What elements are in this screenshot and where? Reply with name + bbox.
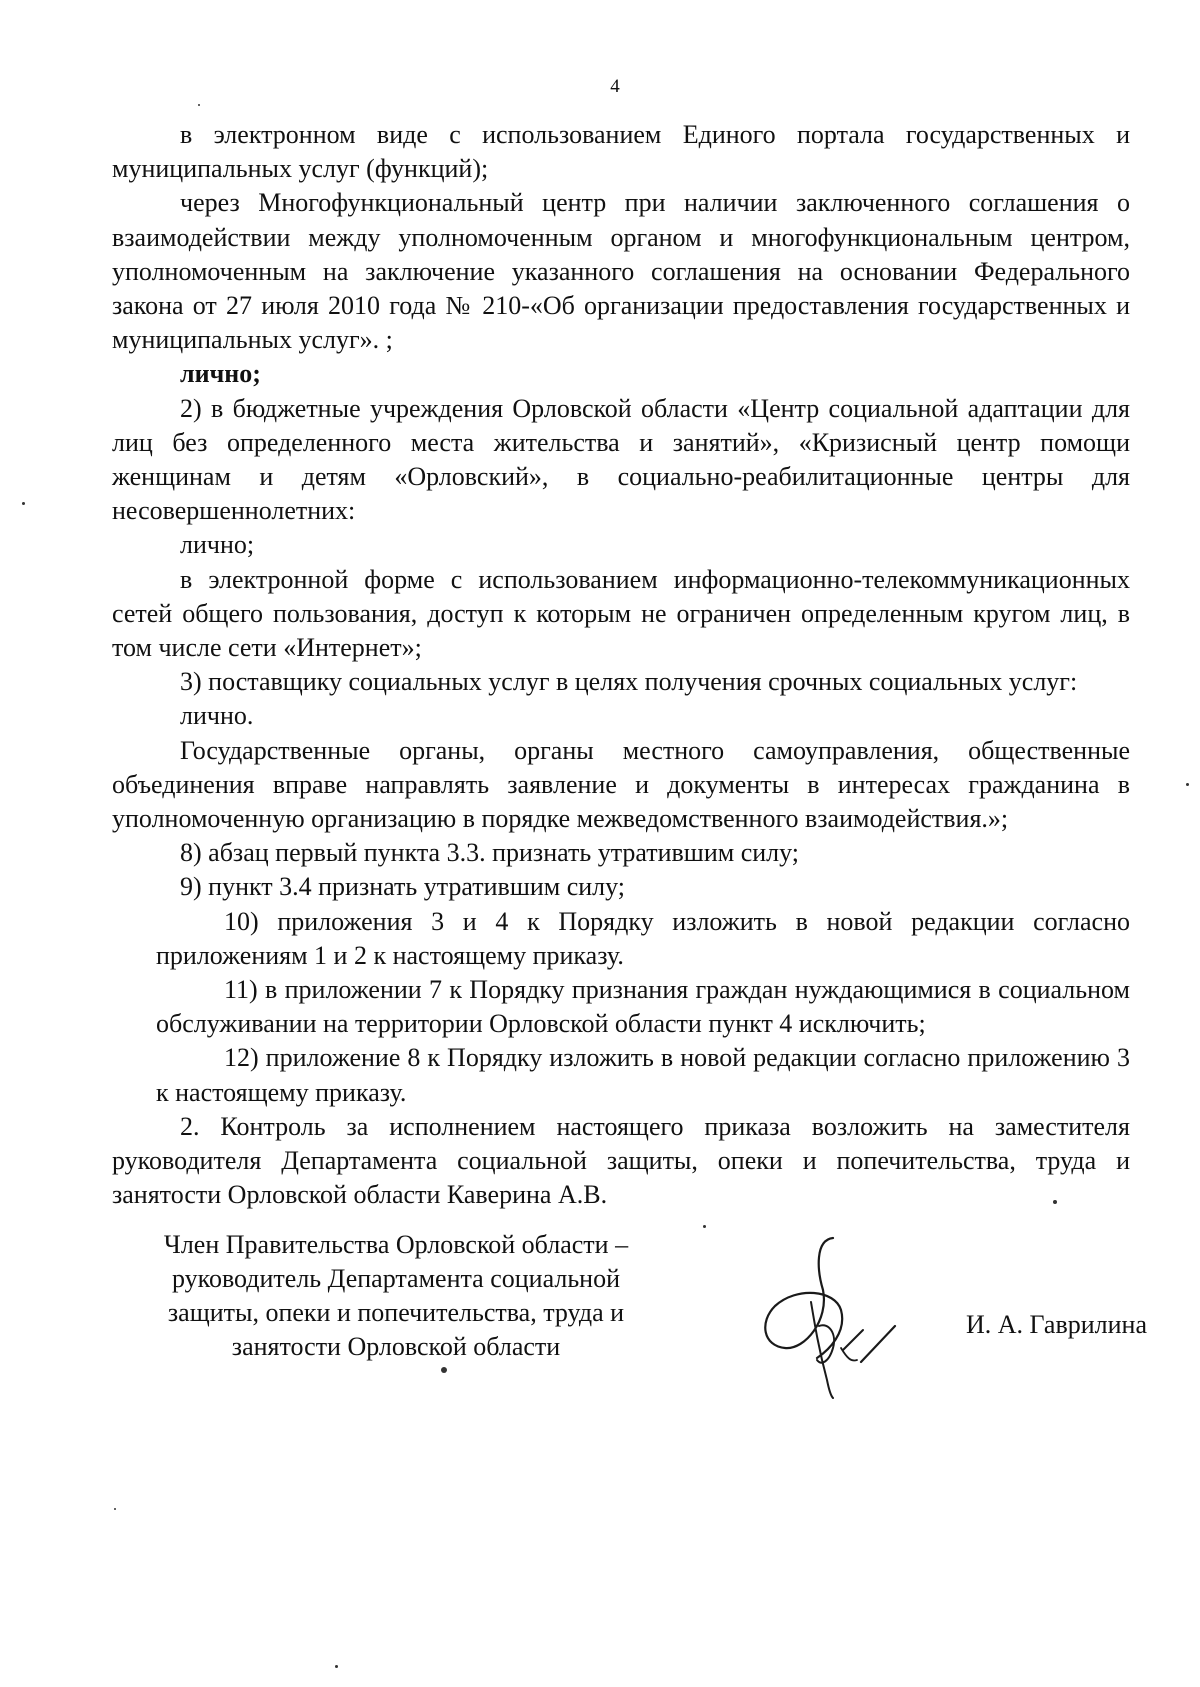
- signer-position: [146, 1228, 646, 1364]
- scan-speck: [703, 1225, 706, 1228]
- paragraph-control: 2. Контроль за исполнением настоящего приказа возложить на заместителя руководителя Департамента социальной защиты, опеки и попечительства, труда и занятости Орловской области Каверина А.В.: [112, 1111, 1130, 1210]
- document-body: [112, 118, 1130, 1213]
- page-number: 4: [610, 76, 620, 97]
- scan-speck: [22, 502, 25, 505]
- paragraph-in-person-3: лично.: [180, 701, 254, 731]
- paragraph-in-person-2: лично;: [180, 530, 255, 560]
- signer-position-line: занятости Орловской области: [231, 1332, 561, 1361]
- signer-position-line: Член Правительства Орловской области –: [163, 1230, 629, 1259]
- signer-position-line: защиты, опеки и попечительства, труда и: [167, 1298, 625, 1327]
- paragraph-item-11: 11) в приложении 7 к Порядку признания граждан нуждающимися в социальном обслуживании на территории Орловской области пункт 4 исключить;: [156, 975, 1130, 1039]
- paragraph-state-bodies: Государственные органы, органы местного самоуправления, общественные объединения вправе направлять заявление и документы в интересах гражданина в уполномоченную организацию в порядке межведомственного взаимодействия.»;: [112, 735, 1130, 834]
- scan-speck: [1053, 1200, 1057, 1204]
- signer-position-line: руководитель Департамента социальной: [171, 1264, 621, 1293]
- paragraph-electronic-form: в электронной форме с использованием информационно-телекоммуникационных сетей общего пользования, доступ к которым не ограничен определенным кругом лиц, в том числе сети «Интернет»;: [112, 564, 1130, 663]
- paragraph-item-2: 2) в бюджетные учреждения Орловской области «Центр социальной адаптации для лиц без определенного места жительства и занятий», «Кризисный центр помощи женщинам и детям «Орловский», в социально-реабилитационные центры для несовершеннолетних:: [112, 393, 1130, 526]
- signer-name: И. А. Гаврилина: [966, 1310, 1148, 1339]
- scan-speck: [114, 1508, 116, 1510]
- paragraph-item-9: 9) пункт 3.4 признать утратившим силу;: [180, 872, 626, 902]
- paragraph-electronic-portal: в электронном виде с использованием Единого портала государственных и муниципальных услуг (функций);: [112, 120, 1130, 184]
- paragraph-item-12: 12) приложение 8 к Порядку изложить в новой редакции согласно приложению 3 к настоящему приказу.: [156, 1043, 1130, 1107]
- paragraph-mfc: через Многофункциональный центр при наличии заключенного соглашения о взаимодействии между уполномоченным органом и многофункциональным центром, уполномоченным на заключение указанного соглашения на основании Федерального закона от 27 июля 2010 года № 210-«Об организации предоставления государственных и муниципальных услуг». ;: [112, 188, 1130, 355]
- handwritten-signature: [745, 1230, 905, 1400]
- paragraph-in-person-1: лично;: [180, 359, 261, 389]
- scan-speck: [198, 104, 200, 106]
- paragraph-item-8: 8) абзац первый пункта 3.3. признать утратившим силу;: [180, 838, 799, 868]
- paragraph-item-10: 10) приложения 3 и 4 к Порядку изложить в новой редакции согласно приложениям 1 и 2 к настоящему приказу.: [156, 906, 1130, 970]
- scan-speck: [1186, 783, 1189, 786]
- paragraph-item-3: 3) поставщику социальных услуг в целях получения срочных социальных услуг:: [180, 667, 1078, 697]
- scan-speck: [441, 1367, 447, 1373]
- scan-speck: [335, 1665, 338, 1668]
